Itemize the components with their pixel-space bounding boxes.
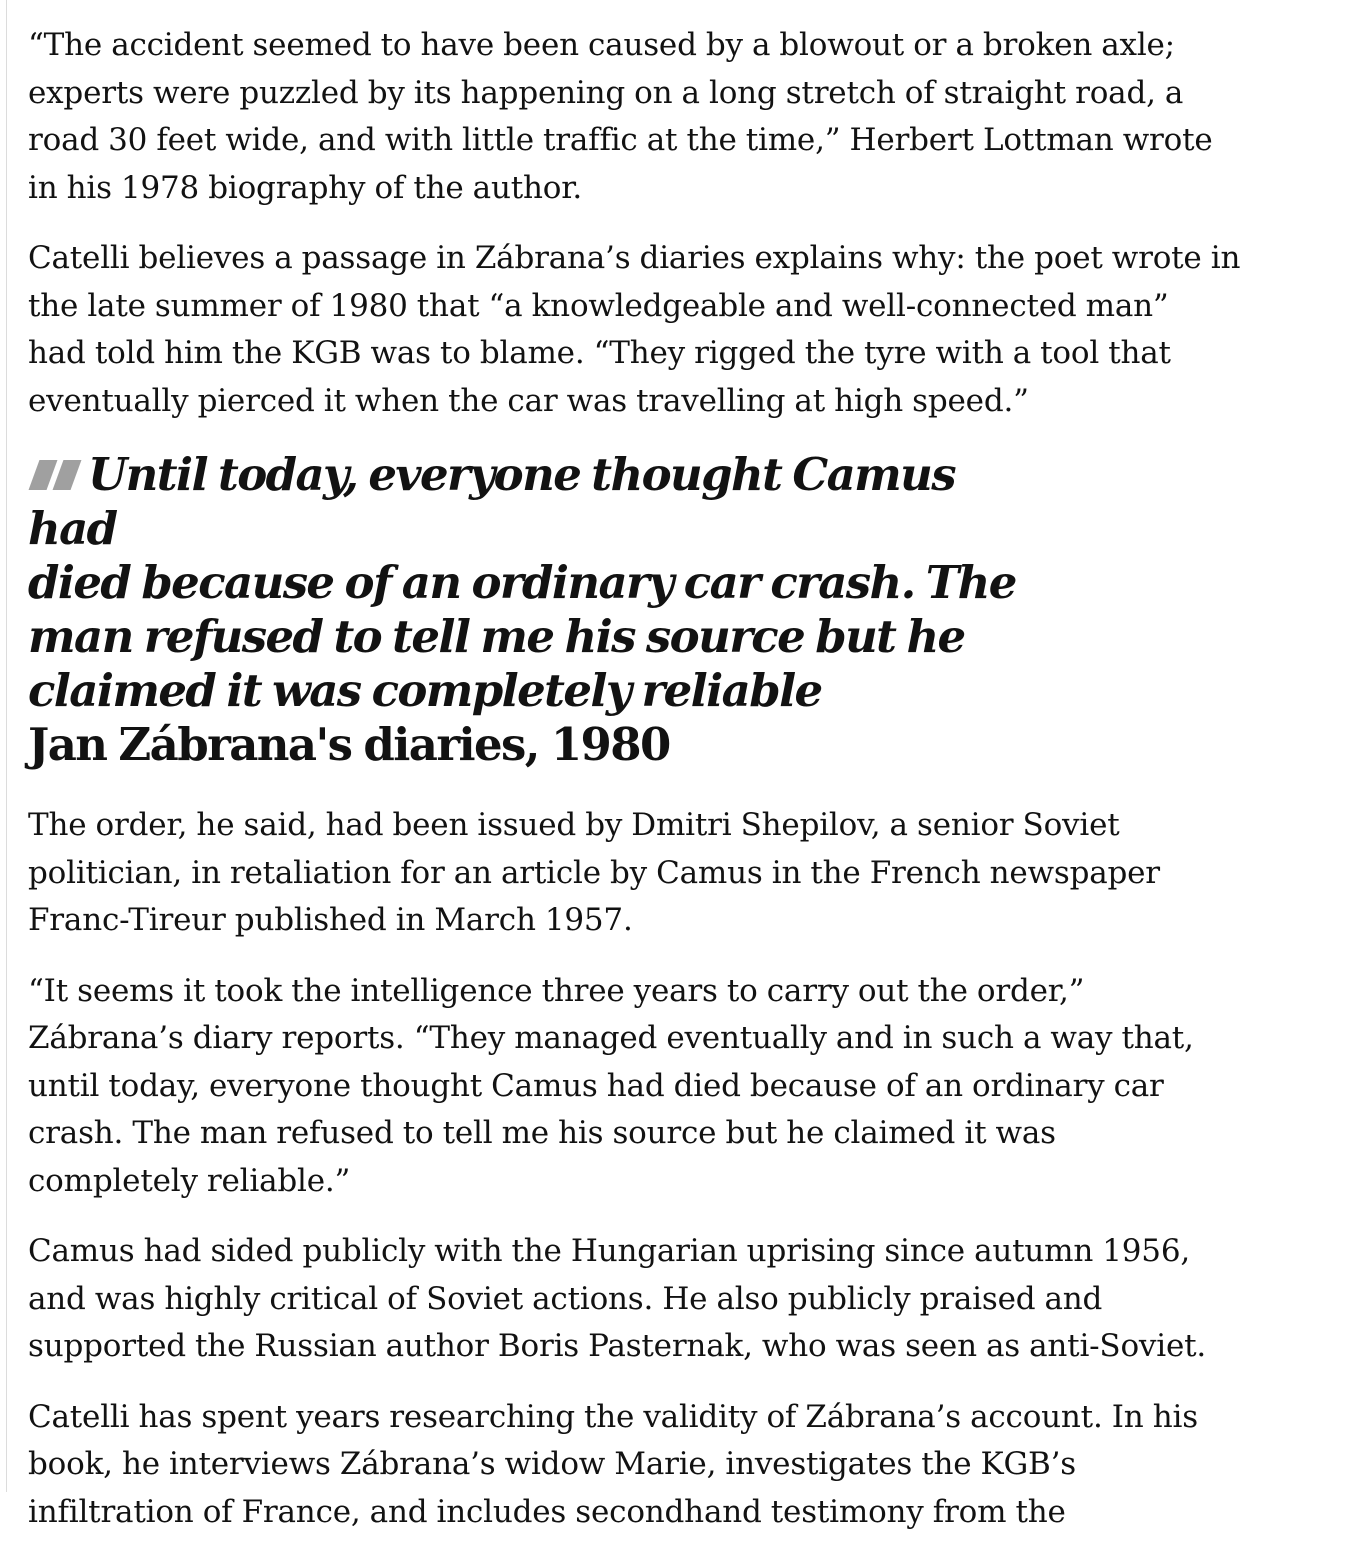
article-body	[28, 22, 1278, 1559]
left-divider	[6, 0, 7, 1492]
paragraph-shepilov-order: The order, he said, had been issued by Dmitri Shepilov, a senior Soviet politician, in retaliation for an article by Camus in the French newspaper Franc-Tireur published in March 1957.	[28, 807, 1160, 938]
paragraph-diary-report: “It seems it took the intelligence three years to carry out the order,” Zábrana’s diary reports. “They managed eventually and in such a way that, until today, everyone thought Camus had died because of an ordinary car crash. The man refused to tell me his source but he claimed it was completely reliable.”	[28, 972, 1194, 1199]
pullquote	[28, 448, 1028, 772]
pullquote-attribution: Jan Zábrana's diaries, 1980	[28, 718, 670, 771]
pullquote-text-wrapper	[28, 448, 1028, 718]
paragraph-lottman-quote: “The accident seemed to have been caused by a blowout or a broken axle; experts were puzzled by its happening on a long stretch of straight road, a road 30 feet wide, and with little traffic at the time,” Herbert Lottman wrote in his 1978 biography of the author.	[28, 27, 1213, 206]
paragraph-hungarian-uprising: Camus had sided publicly with the Hungarian uprising since autumn 1956, and was highly critical of Soviet actions. He also publicly praised and supported the Russian author Boris Pasternak, who was seen as anti-Soviet.	[28, 1233, 1207, 1364]
paragraph-catelli-research: Catelli has spent years researching the validity of Zábrana’s account. In his book, he interviews Zábrana’s widow Marie, investigates the KGB’s infiltration of France, and includes secondhand testimony from the	[28, 1398, 1198, 1530]
pullquote-text: Until today, everyone thought Camus had died because of an ordinary car crash. The man refused to tell me his source but he claimed it was completely reliable	[28, 448, 1016, 717]
paragraph-catelli-diaries: Catelli believes a passage in Zábrana’s diaries explains why: the poet wrote in the late summer of 1980 that “a knowledgeable and well-connected man” had told him the KGB was to blame. “They rigged the tyre with a tool that eventually pierced it when the car was travelling at high speed.”	[28, 240, 1241, 419]
quote-mark-icon	[28, 460, 80, 490]
